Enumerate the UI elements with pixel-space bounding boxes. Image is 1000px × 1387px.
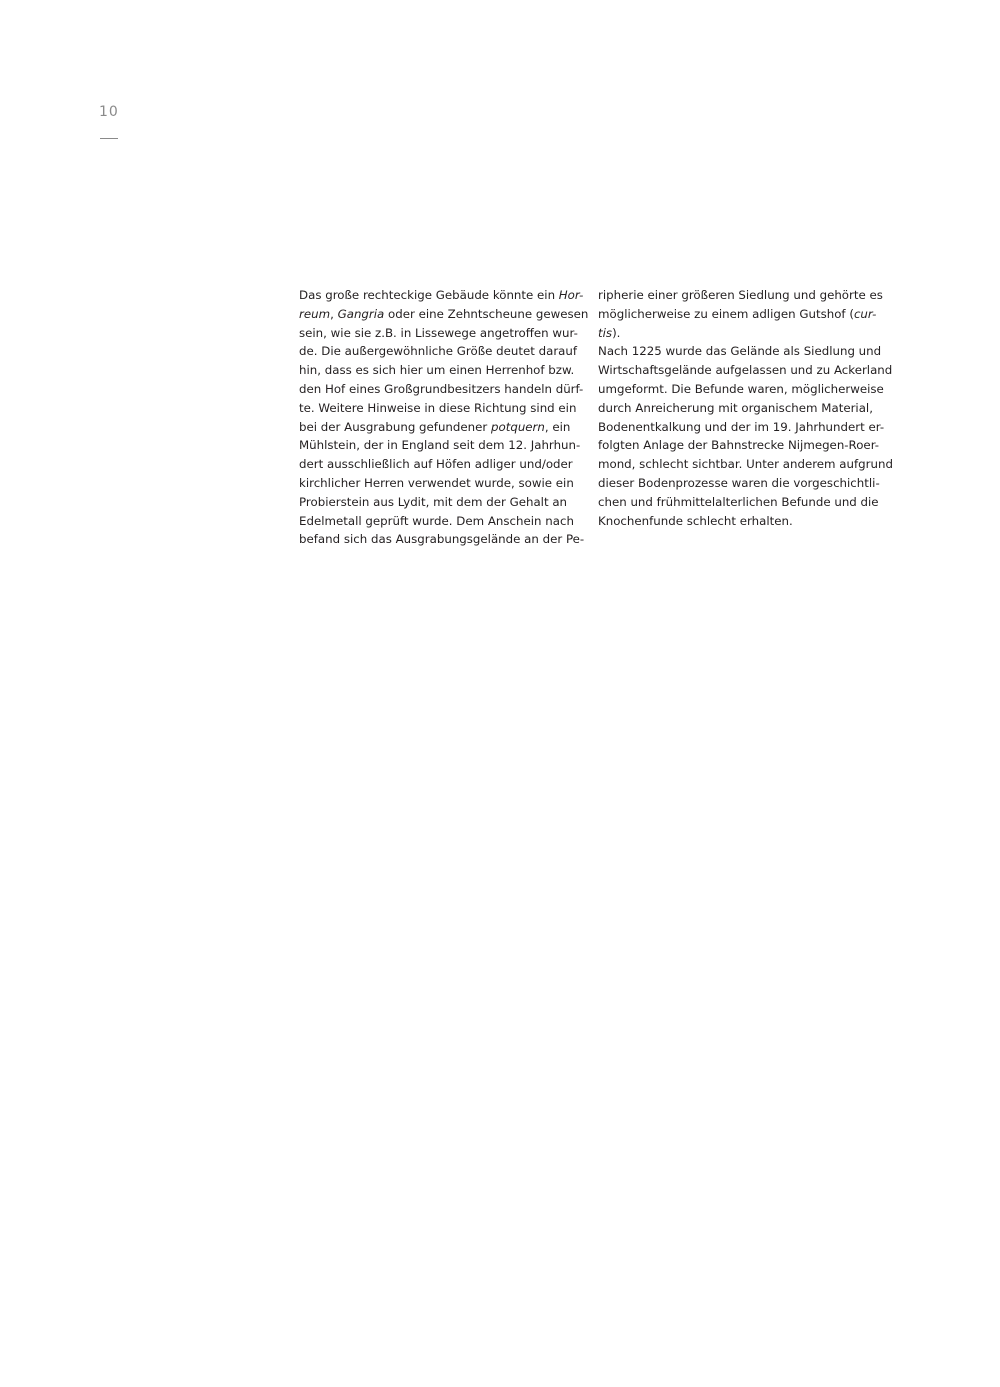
text-line: [299, 399, 585, 418]
text-line: [598, 342, 884, 361]
text-run: Wirtschaftsgelände aufgelassen und zu Ackerland: [598, 363, 893, 378]
text-line: [299, 418, 585, 437]
text-line: [598, 380, 884, 399]
text-run: Bodenentkalkung und der im 19. Jahrhundert er-: [598, 419, 885, 434]
text-line: [598, 286, 884, 305]
page-number-rule: [100, 138, 118, 139]
text-line: [299, 380, 585, 399]
text-run: oder eine Zehntscheune gewesen: [384, 306, 589, 321]
text-line: [299, 361, 585, 380]
page-number: 10: [99, 104, 119, 120]
text-column-left: [299, 286, 589, 549]
text-run: Mühlstein, der in England seit dem 12. Jahrhun-: [299, 438, 581, 453]
text-run: hin, dass es sich hier um einen Herrenhof bzw.: [299, 363, 575, 378]
text-run: Knochenfunde schlecht erhalten.: [598, 513, 793, 528]
text-line: [598, 361, 893, 380]
text-line: [598, 399, 884, 418]
text-run: Edelmetall geprüft wurde. Dem Anschein nach: [299, 513, 574, 528]
text-line: [598, 512, 884, 531]
text-run: möglicherweise zu einem adligen Gutshof (: [598, 306, 854, 321]
italic-term: cur-: [853, 306, 877, 321]
italic-term: tis: [598, 325, 613, 340]
text-run: de. Die außergewöhnliche Größe deutet darauf: [299, 344, 578, 359]
text-run: kirchlicher Herren verwendet wurde, sowie ein: [299, 475, 574, 490]
text-run: bei der Ausgrabung gefundener: [299, 419, 491, 434]
text-run: umgeformt. Die Befunde waren, möglicherweise: [598, 381, 884, 396]
text-run: , ein: [544, 419, 571, 434]
text-run: chen und frühmittelalterlichen Befunde und die: [598, 494, 879, 509]
text-run: Probierstein aus Lydit, mit dem der Gehalt an: [299, 494, 568, 509]
text-line: [598, 324, 884, 343]
text-line: [299, 436, 585, 455]
text-run: sein, wie sie z.B. in Lissewege angetroffen wur-: [299, 325, 578, 340]
text-run: durch Anreicherung mit organischem Material,: [598, 400, 873, 415]
text-run: dert ausschließlich auf Höfen adliger und/oder: [299, 457, 573, 472]
text-run: ,: [330, 306, 338, 321]
text-run: dieser Bodenprozesse waren die vorgeschichtli-: [598, 475, 880, 490]
text-line: [299, 455, 585, 474]
text-run: mond, schlecht sichtbar. Unter anderem aufgrund: [598, 457, 893, 472]
text-run: ripherie einer größeren Siedlung und gehörte es: [598, 288, 883, 302]
text-line: [299, 474, 585, 493]
text-line: [598, 418, 884, 437]
text-run: befand sich das Ausgrabungsgelände an der Pe-: [299, 532, 585, 547]
text-line: [598, 436, 884, 455]
text-run: ).: [612, 325, 621, 340]
text-column-right: [598, 286, 893, 530]
text-line: [598, 493, 884, 512]
text-line: [299, 342, 585, 361]
text-run: te. Weitere Hinweise in diese Richtung sind ein: [299, 400, 577, 415]
text-line: [598, 474, 884, 493]
text-line: [299, 305, 589, 324]
text-line: [299, 530, 585, 549]
text-run: Das große rechteckige Gebäude könnte ein: [299, 288, 559, 302]
text-run: folgten Anlage der Bahnstrecke Nijmegen-Roer-: [598, 438, 880, 453]
text-run: den Hof eines Großgrundbesitzers handeln dürf-: [299, 381, 584, 396]
text-line: [299, 512, 585, 531]
text-line: [299, 493, 585, 512]
italic-term: Hor-: [558, 288, 584, 302]
text-line: [299, 286, 585, 305]
text-line: [299, 324, 585, 343]
italic-term: Gangria: [337, 306, 385, 321]
text-run: Nach 1225 wurde das Gelände als Siedlung und: [598, 344, 882, 359]
italic-term: potquern: [491, 419, 545, 434]
italic-term: reum: [299, 306, 331, 321]
text-line: [598, 455, 893, 474]
text-line: [598, 305, 884, 324]
